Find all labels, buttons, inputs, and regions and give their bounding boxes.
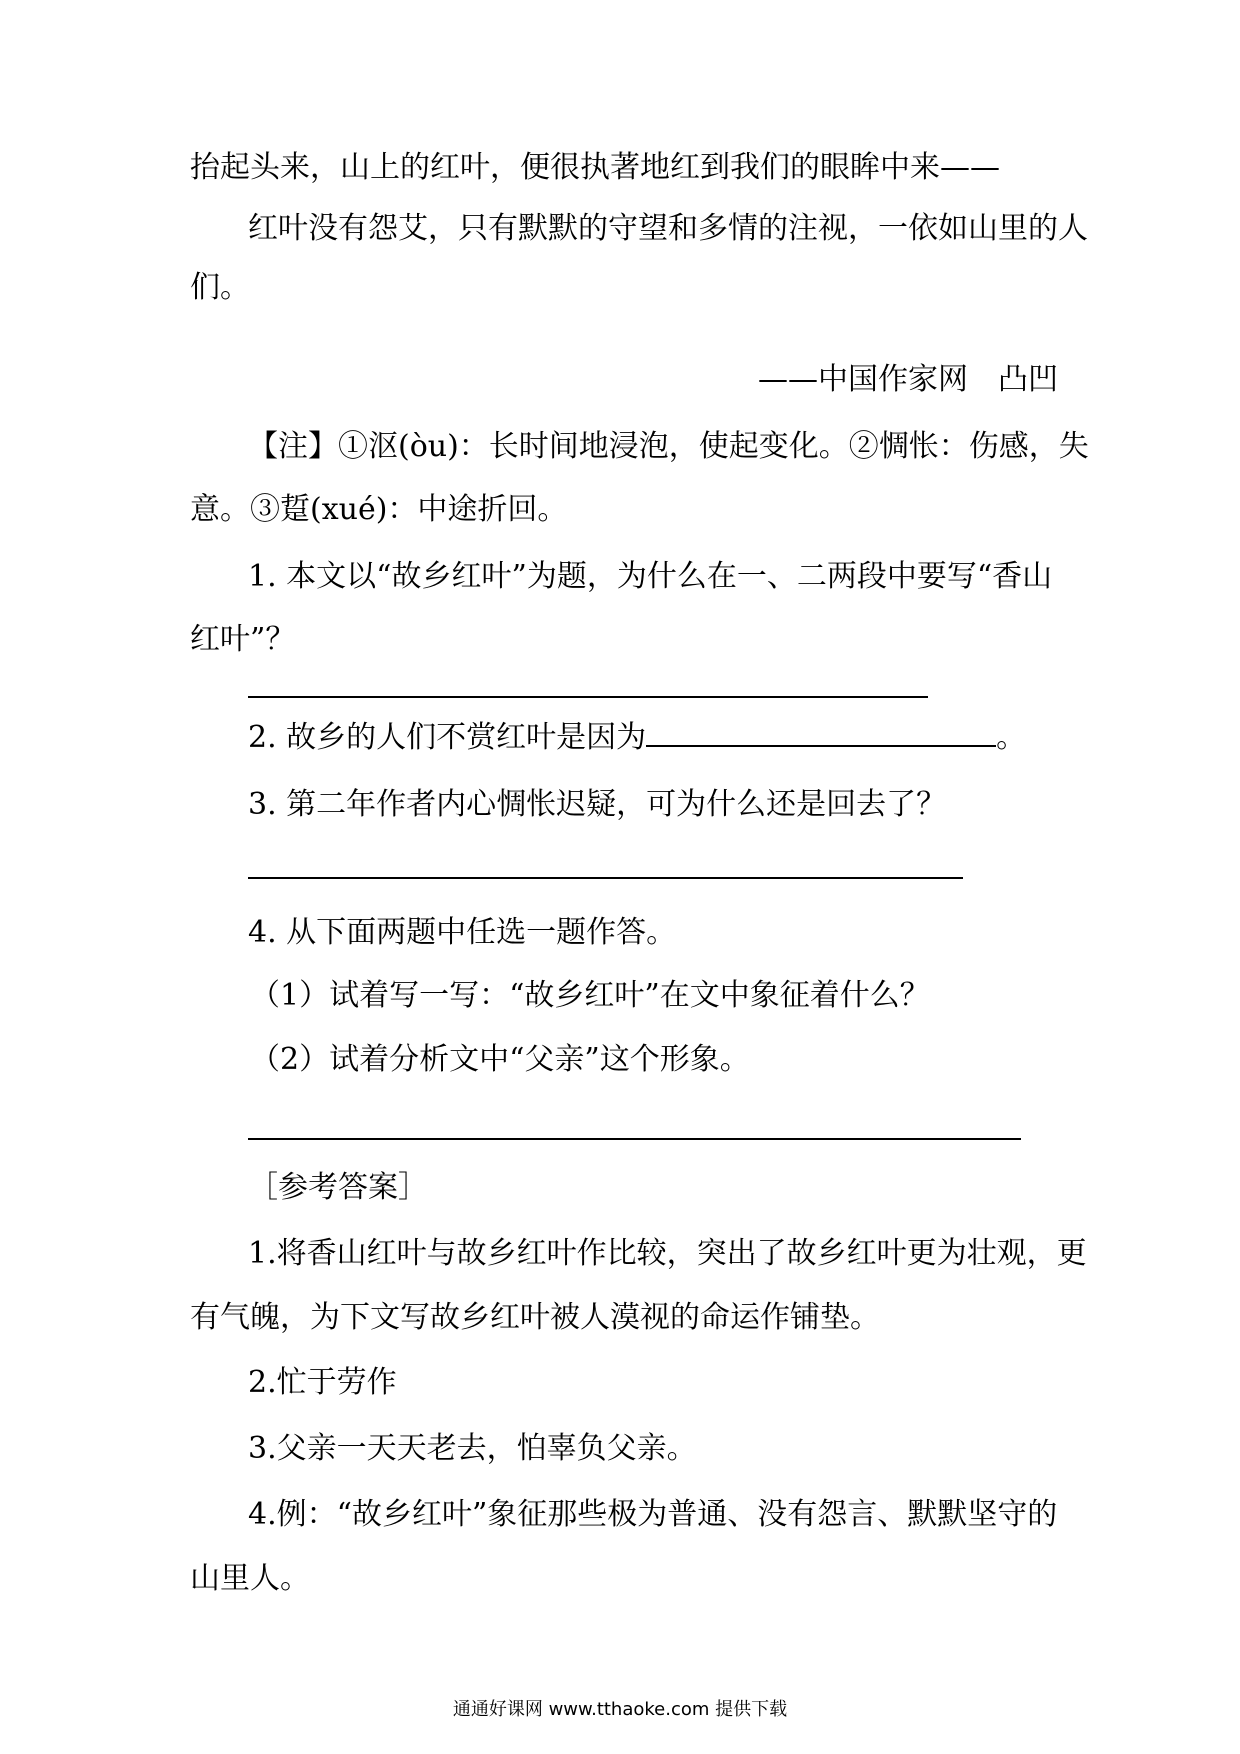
question-2-text: 2. 故乡的人们不赏红叶是因为 xyxy=(248,720,647,755)
article-line-3: 们。 xyxy=(190,270,250,305)
footer-credit: 通通好课网 www.tthaoke.com 提供下载 xyxy=(452,1699,788,1720)
question-4-option-1: （1）试着写一写：“故乡红叶”在文中象征着什么？ xyxy=(250,978,930,1013)
question-3: 3. 第二年作者内心惆怅迟疑，可为什么还是回去了？ xyxy=(248,787,947,822)
answer-4-line-2: 山里人。 xyxy=(190,1561,310,1596)
question-1-line-1: 1. 本文以“故乡红叶”为题，为什么在一、二两段中要写“香山 xyxy=(248,559,1053,594)
article-source: ——中国作家网 凸凹 xyxy=(758,362,1058,397)
notes-line-1: 【注】①沤(òu)：长时间地浸泡，使起变化。②惆怅：伤感，失 xyxy=(248,429,1089,464)
answer-1-line-1: 1.将香山红叶与故乡红叶作比较，突出了故乡红叶更为壮观，更 xyxy=(248,1236,1087,1271)
article-line-2: 红叶没有怨艾，只有默默的守望和多情的注视，一依如山里的人 xyxy=(248,211,1088,246)
article-line-1: 抬起头来，山上的红叶，便很执著地红到我们的眼眸中来—— xyxy=(190,150,1000,185)
answer-4-line-1: 4.例：“故乡红叶”象征那些极为普通、没有怨言、默默坚守的 xyxy=(248,1497,1058,1532)
answer-blank-2[interactable] xyxy=(646,717,996,747)
answer-2: 2.忙于劳作 xyxy=(248,1365,397,1400)
answer-blank-1[interactable] xyxy=(248,696,928,698)
answer-3: 3.父亲一天天老去，怕辜负父亲。 xyxy=(248,1431,697,1466)
question-4-option-2: （2）试着分析文中“父亲”这个形象。 xyxy=(250,1042,750,1077)
notes-line-2: 意。③踅(xué)：中途折回。 xyxy=(190,492,568,527)
answer-1-line-2: 有气魄，为下文写故乡红叶被人漠视的命运作铺垫。 xyxy=(190,1300,880,1335)
question-2-suffix: 。 xyxy=(996,720,1027,755)
answers-heading: ［参考答案］ xyxy=(248,1170,428,1205)
question-4: 4. 从下面两题中任选一题作答。 xyxy=(248,915,677,950)
answer-blank-4[interactable] xyxy=(248,1138,1021,1140)
answer-blank-3[interactable] xyxy=(248,877,963,879)
question-2 xyxy=(248,717,1026,758)
question-1-line-2: 红叶”？ xyxy=(190,622,296,657)
